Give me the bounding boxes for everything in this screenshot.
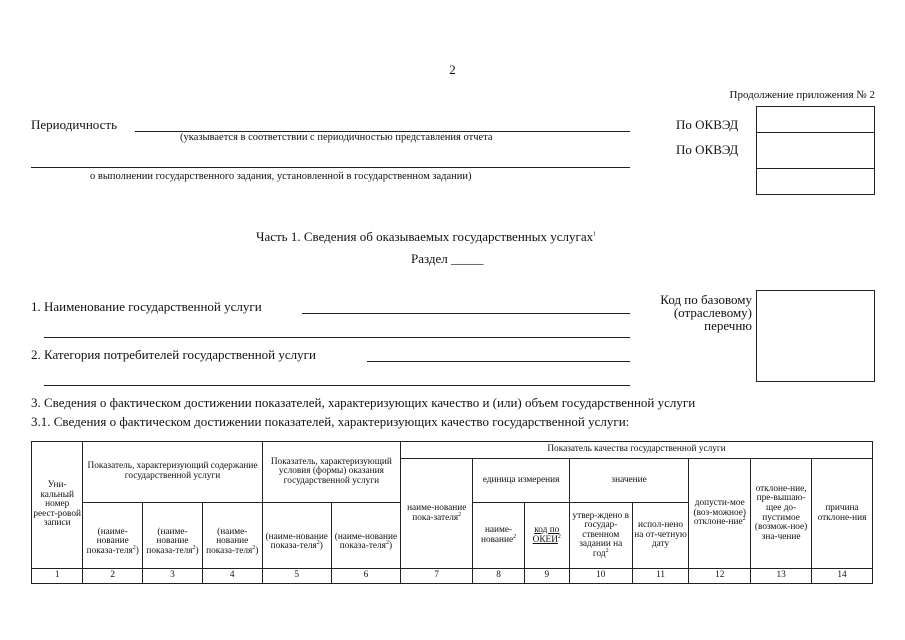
okved-code-boxes <box>756 106 875 195</box>
col-num-8: 8 <box>473 569 524 584</box>
unit-name-sup: 2 <box>513 533 517 540</box>
service-name-line-2[interactable] <box>44 337 630 338</box>
cond-sub-2-blank <box>331 503 400 517</box>
col-num-9: 9 <box>524 569 569 584</box>
consumer-line[interactable] <box>367 361 630 362</box>
col-num-5: 5 <box>262 569 331 584</box>
base-code-line-3: перечню <box>704 318 752 333</box>
col-num-3: 3 <box>143 569 203 584</box>
base-code-line-1: Код по базовому <box>660 292 752 307</box>
cond-ind-1-sup: 2 <box>316 540 320 547</box>
item-3-1: 3.1. Сведения о фактическом достижении показателей, характеризующих качество государственной услуги: <box>31 414 630 429</box>
part-title <box>256 229 596 245</box>
col-unit-name <box>473 503 524 569</box>
col-num-6: 6 <box>331 569 400 584</box>
col-content-ind-1: (наиме-нование показа-теля$^2$) <box>83 517 143 569</box>
col-num-2: 2 <box>83 569 143 584</box>
okved-label-1: По ОКВЭД <box>676 117 739 132</box>
quality-table <box>31 441 873 584</box>
part-title-text: Часть 1. Сведения об оказываемых государственных услугах <box>256 229 594 244</box>
col-num-14: 14 <box>811 569 872 584</box>
column-numbers-row <box>32 569 873 584</box>
content-ind-3-sup: 2 <box>252 544 256 551</box>
col-num-13: 13 <box>751 569 812 584</box>
col-okei-code <box>524 503 569 569</box>
col-content-ind-3: (наиме-нование показа-теля$^2$) <box>202 517 262 569</box>
consumer-line-2[interactable] <box>44 385 630 386</box>
content-sub-3-blank <box>202 503 262 517</box>
okei-code-text: код по ОКЕИ <box>532 524 560 545</box>
col-quality-group: Показатель качества государственной услуги <box>401 442 873 459</box>
content-ind-2-text: (наиме-нование показа-теля <box>146 526 193 557</box>
col-q-name <box>401 459 473 569</box>
approved-sup: 2 <box>605 547 609 554</box>
col-content-ind-2: (наиме-нование показа-теля$^2$) <box>143 517 203 569</box>
allowed-dev-text: допусти-мое (воз-можное) отклоне-ние <box>693 498 747 528</box>
content-ind-1-sup: 2 <box>132 544 136 551</box>
col-num-4: 4 <box>202 569 262 584</box>
approved-text: утвер-ждено в государ-ственном задании на год <box>572 510 630 559</box>
okved-box-1[interactable] <box>757 107 874 133</box>
periodicity-hint-1: (указывается в соответствии с периодичностью представления отчета <box>180 132 493 143</box>
col-cond-ind-1: (наиме-нование показа-теля$^2$) <box>262 517 331 569</box>
col-exceed-dev: отклоне-ние, пре-вышаю-щее до-пустимое (возмож-ное) зна-чение <box>751 459 812 569</box>
section-label: Раздел _____ <box>411 251 484 266</box>
col-num-7: 7 <box>401 569 473 584</box>
unit-name-text: наиме-нование <box>481 524 514 545</box>
col-value-group: значение <box>569 459 689 503</box>
col-num-12: 12 <box>689 569 751 584</box>
base-code-label <box>630 293 752 332</box>
part-title-sup: 1 <box>593 231 597 238</box>
base-code-box[interactable] <box>756 290 875 382</box>
okved-label-2: По ОКВЭД <box>676 142 739 157</box>
base-code-line-2: (отраслевому) <box>673 305 752 320</box>
service-name-line[interactable] <box>302 313 630 314</box>
col-num-11: 11 <box>632 569 689 584</box>
content-ind-1-text: (наиме-нование показа-теля <box>86 526 133 557</box>
col-unique-number: Уни-кальный номер реест-ровой записи <box>32 442 83 569</box>
col-cond-ind-2: (наиме-нование показа-теля$^2$) <box>331 517 400 569</box>
q-name-sup: 2 <box>458 511 462 518</box>
col-executed: испол-нено на от-четную дату <box>632 503 689 569</box>
cond-ind-2-text: (наиме-нование показа-теля <box>334 531 398 552</box>
content-ind-2-sup: 2 <box>192 544 196 551</box>
col-approved <box>569 503 632 569</box>
q-name-text: наиме-нование пока-зателя <box>407 502 467 523</box>
page-number: 2 <box>449 62 456 77</box>
item-3: 3. Сведения о фактическом достижении показателей, характеризующих качество и (или) объем государственной услуги <box>31 395 696 410</box>
cond-sub-1-blank <box>262 503 331 517</box>
cond-ind-1-text: (наиме-нование показа-теля <box>265 531 328 552</box>
content-sub-2-blank <box>143 503 203 517</box>
periodicity-hint-2: о выполнении государственного задания, установленной в государственном задании) <box>90 171 472 182</box>
cond-ind-2-sup: 2 <box>385 540 389 547</box>
col-measure-group: единица измерения <box>473 459 569 503</box>
col-num-10: 10 <box>569 569 632 584</box>
allowed-dev-sup: 2 <box>742 516 746 523</box>
service-name-label: 1. Наименование государственной услуги <box>31 299 262 314</box>
col-reason: причина отклоне-ния <box>811 459 872 569</box>
col-num-1: 1 <box>32 569 83 584</box>
okved-box-3[interactable] <box>757 169 874 194</box>
continuation-note: Продолжение приложения № 2 <box>729 89 875 101</box>
okei-code-sup: 2 <box>557 533 561 540</box>
periodicity-line-2[interactable] <box>31 167 630 168</box>
consumer-label: 2. Категория потребителей государственной услуги <box>31 347 316 362</box>
okved-box-2[interactable] <box>757 133 874 169</box>
content-sub-1-blank <box>83 503 143 517</box>
periodicity-label: Периодичность <box>31 117 118 132</box>
content-ind-3-text: (наиме-нование показа-теля <box>206 526 253 557</box>
col-conditions-group: Показатель, характеризующий условия (формы) оказания государственной услуги <box>262 442 400 503</box>
col-content-group: Показатель, характеризующий содержание государственной услуги <box>83 442 262 503</box>
col-allowed-dev <box>689 459 751 569</box>
